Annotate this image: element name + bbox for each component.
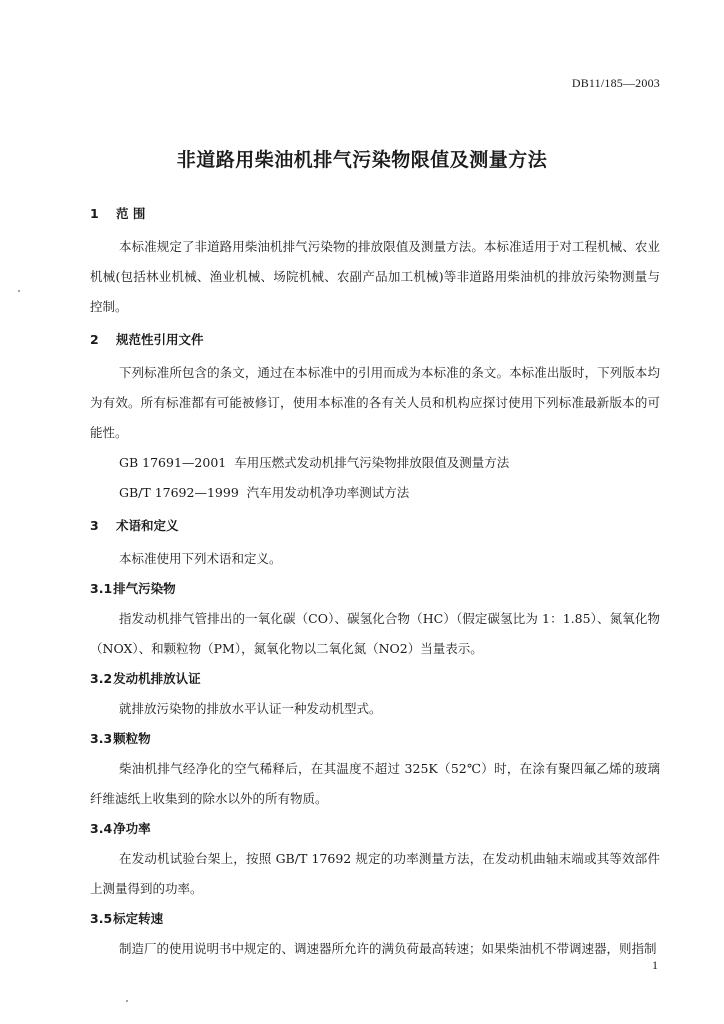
subsection-heading-net-power: [90, 814, 660, 844]
document-body: [90, 196, 660, 964]
subsection-title: 颗粒物: [113, 731, 151, 746]
paragraph-particulates: 柴油机排气经净化的空气稀释后，在其温度不超过 325K（52℃）时，在涂有聚四氟乙烯的玻璃纤维滤纸上收集到的除水以外的所有物质。: [90, 761, 660, 806]
reference-item: [90, 478, 660, 508]
scan-speck: [18, 290, 20, 292]
subsection-title: 净功率: [113, 821, 151, 836]
subsection-title: 标定转速: [113, 911, 164, 926]
scan-speck: [126, 1000, 128, 1002]
subsection-heading-exhaust-pollutants: [90, 574, 660, 604]
subsection-heading-particulates: [90, 724, 660, 754]
section-title: 规范性引用文件: [116, 332, 204, 347]
section-heading-normative-references: [90, 325, 660, 355]
section-heading-terms: [90, 511, 660, 541]
paragraph-rated-speed: 制造厂的使用说明书中规定的、调速器所允许的满负荷最高转速；如果柴油机不带调速器，则指制: [119, 941, 657, 956]
paragraph-engine-certification: 就排放污染物的排放水平认证一种发动机型式。: [119, 701, 382, 716]
subsection-number: 3.1: [90, 581, 113, 596]
standard-code: DB11/185—2003: [571, 76, 660, 90]
section-title: 范 围: [116, 206, 146, 221]
paragraph-references-intro: 下列标准所包含的条文，通过在本标准中的引用而成为本标准的条文。本标准出版时，下列版本均为有效。所有标准都有可能被修订，使用本标准的各有关人员和机构应探讨使用下列标准最新版本的可能性。: [90, 365, 660, 440]
subsection-number: 3.2: [90, 671, 113, 686]
paragraph-net-power: 在发动机试验台架上，按照 GB/T 17692 规定的功率测量方法，在发动机曲轴末端或其等效部件上测量得到的功率。: [90, 851, 660, 896]
section-number: 1: [90, 206, 99, 221]
section-heading-scope: [90, 199, 660, 229]
page-number: 1: [652, 958, 658, 972]
paragraph-exhaust-pollutants: 指发动机排气管排出的一氧化碳（CO）、碳氢化合物（HC）（假定碳氢比为 1：1.85）、氮氧化物（NOX）、和颗粒物（PM），氮氧化物以二氧化氮（NO2）当量表示。: [90, 611, 660, 656]
subsection-number: 3.5: [90, 911, 113, 926]
document-title: 非道路用柴油机排气污染物限值及测量方法: [176, 149, 548, 171]
subsection-number: 3.4: [90, 821, 113, 836]
reference-item: [90, 448, 660, 478]
subsection-title: 发动机排放认证: [113, 671, 201, 686]
paragraph-terms-intro: 本标准使用下列术语和定义。: [119, 551, 282, 566]
subsection-heading-rated-speed: [90, 904, 660, 934]
subsection-number: 3.3: [90, 731, 113, 746]
section-title: 术语和定义: [116, 518, 179, 533]
subsection-heading-engine-certification: [90, 664, 660, 694]
reference-name: 车用压燃式发动机排气污染物排放限值及测量方法: [234, 455, 510, 470]
reference-code: GB 17691—2001: [119, 455, 227, 470]
section-number: 3: [90, 518, 99, 533]
paragraph-scope: 本标准规定了非道路用柴油机排气污染物的排放限值及测量方法。本标准适用于对工程机械、农业机械(包括林业机械、渔业机械、场院机械、农副产品加工机械)等非道路用柴油机的排放污染物测量与控制。: [90, 239, 660, 314]
section-number: 2: [90, 332, 99, 347]
reference-name: 汽车用发动机净功率测试方法: [246, 485, 410, 500]
reference-code: GB/T 17692—1999: [119, 485, 239, 500]
subsection-title: 排气污染物: [113, 581, 176, 596]
